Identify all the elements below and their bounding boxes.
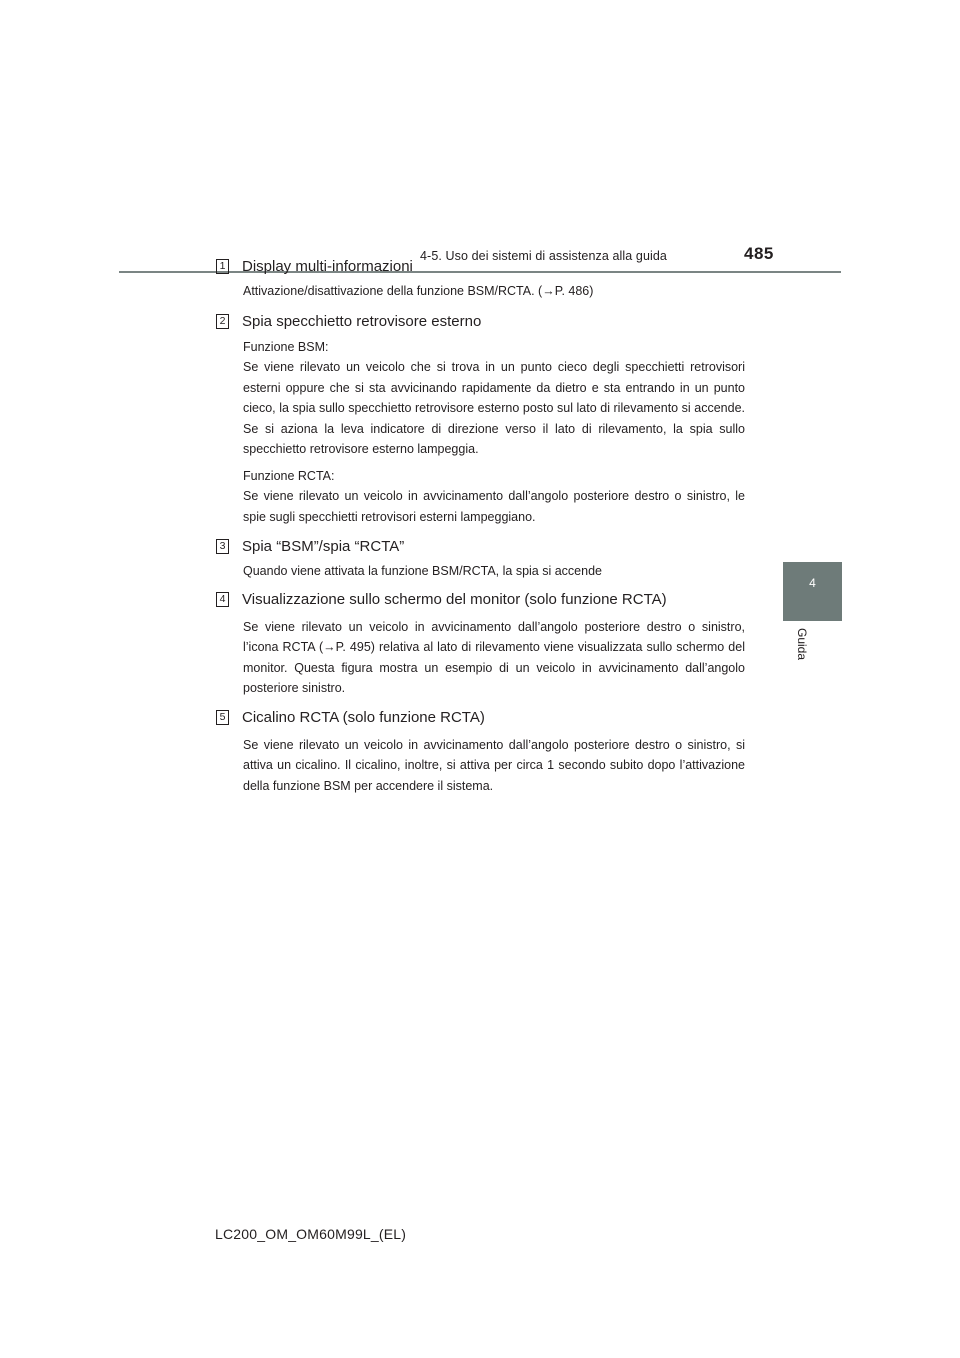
list-item bbox=[216, 535, 746, 582]
page-number: 485 bbox=[744, 244, 774, 263]
item-paragraph: Funzione BSM: bbox=[243, 339, 329, 354]
item-paragraph: Attivazione/disattivazione della funzione BSM/RCTA. (→P. 486) bbox=[243, 284, 594, 298]
content bbox=[216, 255, 746, 796]
chapter-tab bbox=[783, 562, 842, 621]
item-number-badge: 4 bbox=[216, 592, 229, 607]
item-paragraph: Se viene rilevato un veicolo in avvicinamento dall’angolo posteriore destro o sinistro, le spie sugli specchietti retrovisori esterni lampeggiano. bbox=[243, 489, 745, 524]
item-paragraph: Se viene rilevato un veicolo che si trova in un punto cieco degli specchietti retrovisori esterni oppure che si sta avvicinando rapidamente da dietro e sta entrando in un punto cieco, la spia sullo specchietto retrovisore esterno posto sul lato di rilevamento si accende. Se si aziona la leva indicatore di direzione verso il lato di rilevamento, la spia sullo specchietto retrovisore esterno lampeggia. bbox=[243, 360, 745, 456]
list-item bbox=[216, 311, 746, 528]
header-section-title: 4-5. Uso dei sistemi di assistenza alla guida bbox=[420, 249, 667, 263]
item-paragraph: Se viene rilevato un veicolo in avvicinamento dall’angolo posteriore destro o sinistro, l’icona RCTA (→P. 495) relativa al lato di rilevamento viene visualizzata sullo schermo del monitor. Questa figura mostra un esempio di un veicolo in avvicinamento dall’angolo posteriore sinistro. bbox=[243, 619, 745, 695]
chapter-label: Guida bbox=[795, 628, 809, 661]
item-title: Display multi-informazioni bbox=[242, 257, 413, 275]
item-number-badge: 5 bbox=[216, 710, 229, 725]
item-title: Visualizzazione sullo schermo del monitor (solo funzione RCTA) bbox=[242, 591, 667, 608]
list-item bbox=[216, 707, 746, 797]
chapter-number: 4 bbox=[809, 576, 816, 590]
item-paragraph: Quando viene attivata la funzione BSM/RCTA, la spia si accende bbox=[243, 564, 602, 578]
item-number-badge: 2 bbox=[216, 314, 229, 329]
list-item bbox=[216, 255, 746, 302]
item-title: Cicalino RCTA (solo funzione RCTA) bbox=[242, 709, 485, 726]
item-title: Spia specchietto retrovisore esterno bbox=[242, 313, 482, 330]
item-paragraph: Se viene rilevato un veicolo in avvicinamento dall’angolo posteriore destro o sinistro, si attiva un cicalino. Il cicalino, inoltre, si attiva per circa 1 secondo subito dopo l’attivazione della funzione BSM per accendere il sistema. bbox=[243, 737, 745, 793]
list-item bbox=[216, 589, 746, 699]
item-number-badge: 1 bbox=[216, 259, 229, 274]
item-title: Spia “BSM”/spia “RCTA” bbox=[242, 537, 405, 555]
footer-document-code: LC200_OM_OM60M99L_(EL) bbox=[215, 1226, 407, 1242]
item-paragraph: Funzione RCTA: bbox=[243, 468, 335, 483]
item-number-badge: 3 bbox=[216, 539, 229, 554]
